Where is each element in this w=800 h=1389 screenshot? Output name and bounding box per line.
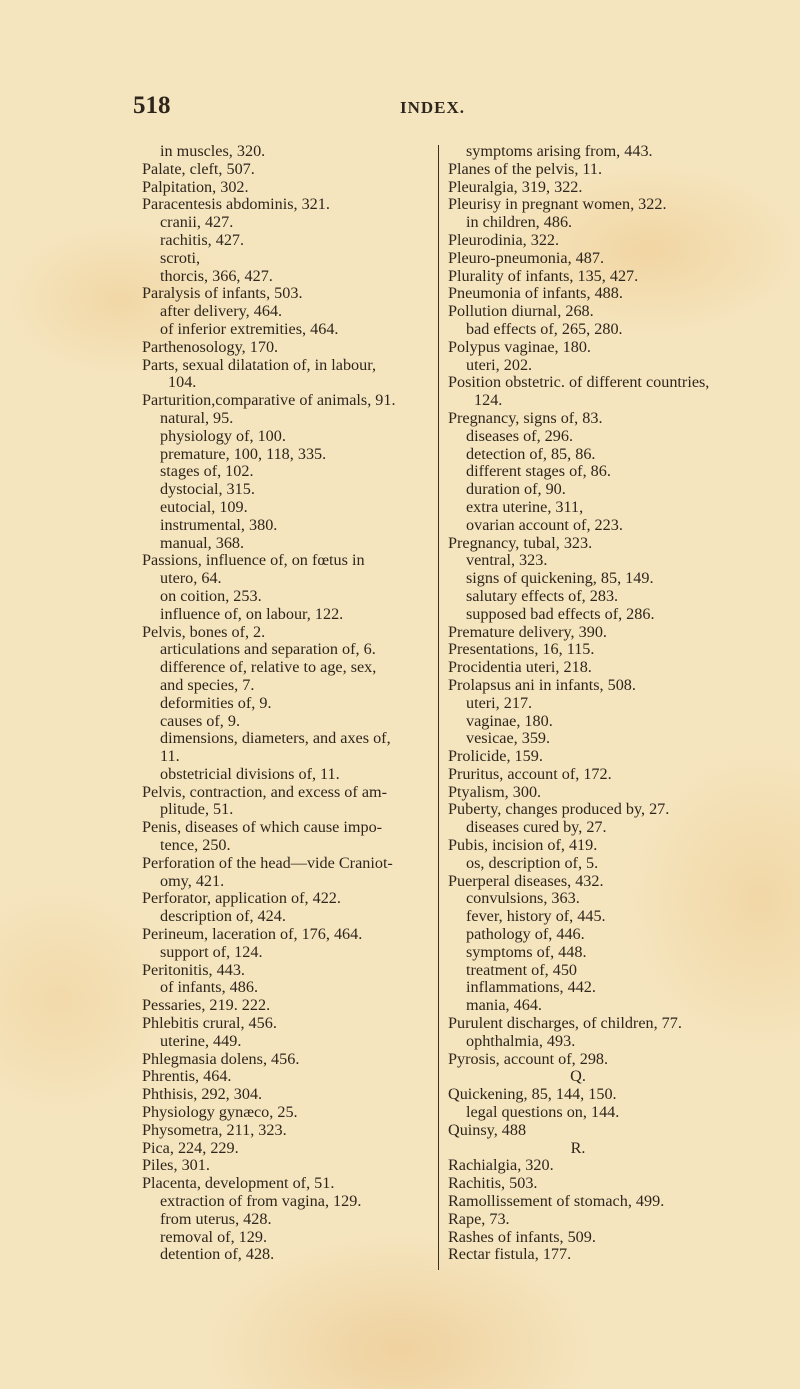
index-letter-heading: R. xyxy=(570,1138,586,1157)
index-entry: Palpitation, 302. xyxy=(142,177,249,196)
index-entry: Palate, cleft, 507. xyxy=(142,159,255,178)
index-entry: Ramollissement of stomach, 499. xyxy=(448,1192,665,1211)
index-subentry: dystocial, 315. xyxy=(160,480,255,499)
index-entry: Physometra, 211, 323. xyxy=(142,1120,287,1139)
index-subentry: symptoms of, 448. xyxy=(466,942,587,961)
index-subentry: uteri, 202. xyxy=(466,355,533,374)
index-subentry: vesicae, 359. xyxy=(466,729,551,748)
index-entry: Perforation of the head—vide Craniot- xyxy=(142,853,393,872)
index-entry: Purulent discharges, of children, 77. xyxy=(448,1014,682,1033)
index-entry: Parthenosology, 170. xyxy=(142,337,279,356)
index-subentry: rachitis, 427. xyxy=(160,230,245,249)
index-subentry: diseases of, 296. xyxy=(466,426,573,445)
index-entry: Passions, influence of, on fœtus in xyxy=(142,551,365,570)
index-entry: Polypus vaginae, 180. xyxy=(448,337,591,356)
index-subentry: after delivery, 464. xyxy=(160,302,283,321)
index-subentry: influence of, on labour, 122. xyxy=(160,604,344,623)
index-entry: Presentations, 16, 115. xyxy=(448,640,595,659)
index-subentry: vaginae, 180. xyxy=(466,711,553,730)
index-entry: Pyrosis, account of, 298. xyxy=(448,1049,609,1068)
index-subentry: uterine, 449. xyxy=(160,1031,242,1050)
index-entry: Placenta, development of, 51. xyxy=(142,1174,335,1193)
index-entry: Puerperal diseases, 432. xyxy=(448,871,604,890)
index-subentry: in muscles, 320. xyxy=(160,142,266,160)
index-subentry: detection of, 85, 86. xyxy=(466,444,596,463)
index-subentry: omy, 421. xyxy=(160,871,225,890)
index-subentry: obstetricial divisions of, 11. xyxy=(160,764,340,783)
index-entry: Rachialgia, 320. xyxy=(448,1156,554,1175)
page-number: 518 xyxy=(133,92,171,119)
index-subentry: extraction of from vagina, 129. xyxy=(160,1192,362,1211)
index-subentry: of infants, 486. xyxy=(160,978,259,997)
index-entry: Pelvis, contraction, and excess of am- xyxy=(142,782,387,801)
index-subentry: support of, 124. xyxy=(160,942,263,961)
index-entry: Rape, 73. xyxy=(448,1209,510,1228)
index-entry: Penis, diseases of which cause impo- xyxy=(142,818,383,837)
index-entry: Pregnancy, tubal, 323. xyxy=(448,533,593,552)
index-entry: Position obstetric. of different countries, xyxy=(448,373,710,392)
index-subentry: convulsions, 363. xyxy=(466,889,580,908)
index-entry: Ptyalism, 300. xyxy=(448,782,542,801)
index-entry: Phthisis, 292, 304. xyxy=(142,1085,263,1104)
running-title: INDEX. xyxy=(400,98,466,117)
index-entry: Perineum, laceration of, 176, 464. xyxy=(142,925,363,944)
index-subentry: instrumental, 380. xyxy=(160,515,278,534)
index-subentry: removal of, 129. xyxy=(160,1227,267,1246)
index-entry: Phlebitis crural, 456. xyxy=(142,1014,277,1033)
index-entry: Piles, 301. xyxy=(142,1156,210,1175)
index-subentry: ovarian account of, 223. xyxy=(466,515,623,534)
index-entry: Pleurisy in pregnant women, 322. xyxy=(448,195,667,214)
index-entry: Pica, 224, 229. xyxy=(142,1138,239,1157)
index-subentry: of inferior extremities, 464. xyxy=(160,319,339,338)
index-letter-heading: Q. xyxy=(570,1067,586,1086)
index-entry: Phrentis, 464. xyxy=(142,1067,232,1086)
index-subentry: pathology of, 446. xyxy=(466,925,585,944)
index-subentry: legal questions on, 144. xyxy=(466,1103,620,1122)
index-subentry: inflammations, 442. xyxy=(466,978,596,997)
index-entry: Quickening, 85, 144, 150. xyxy=(448,1085,617,1104)
index-entry: Rashes of infants, 509. xyxy=(448,1227,596,1246)
index-entry: Pruritus, account of, 172. xyxy=(448,764,612,783)
index-entry: Planes of the pelvis, 11. xyxy=(448,159,603,178)
index-subentry: ophthalmia, 493. xyxy=(466,1031,576,1050)
index-entry: Pleuralgia, 319, 322. xyxy=(448,177,583,196)
index-entry: Paracentesis abdominis, 321. xyxy=(142,195,330,214)
index-subentry: mania, 464. xyxy=(466,996,542,1015)
index-subentry: stages of, 102. xyxy=(160,462,254,481)
index-subentry: signs of quickening, 85, 149. xyxy=(466,569,654,588)
index-entry: Pelvis, bones of, 2. xyxy=(142,622,266,641)
index-subentry: articulations and separation of, 6. xyxy=(160,640,376,659)
index-subentry: different stages of, 86. xyxy=(466,462,611,481)
index-subentry: natural, 95. xyxy=(160,408,234,427)
index-subentry: os, description of, 5. xyxy=(466,853,599,872)
index-entry: Pollution diurnal, 268. xyxy=(448,302,594,321)
page-header xyxy=(0,92,800,122)
index-column-right xyxy=(448,143,748,1264)
index-entry: Physiology gynæco, 25. xyxy=(142,1103,298,1122)
index-entry: Peritonitis, 443. xyxy=(142,960,245,979)
index-subentry: fever, history of, 445. xyxy=(466,907,606,926)
index-subentry: on coition, 253. xyxy=(160,586,262,605)
index-entry: Pregnancy, signs of, 83. xyxy=(448,408,603,427)
column-divider xyxy=(438,145,439,1270)
index-entry: Rectar fistula, 177. xyxy=(448,1245,572,1264)
index-subentry: extra uterine, 311, xyxy=(466,497,584,516)
index-subentry: eutocial, 109. xyxy=(160,497,248,516)
index-subentry: description of, 424. xyxy=(160,907,286,926)
index-subentry: premature, 100, 118, 335. xyxy=(160,444,327,463)
index-subentry: causes of, 9. xyxy=(160,711,241,730)
index-entry: Parts, sexual dilatation of, in labour, xyxy=(142,355,377,374)
index-entry: Prolicide, 159. xyxy=(448,747,543,766)
index-subentry: and species, 7. xyxy=(160,675,255,694)
index-entry: Perforator, application of, 422. xyxy=(142,889,341,908)
index-subentry: in children, 486. xyxy=(466,213,573,232)
index-subentry: bad effects of, 265, 280. xyxy=(466,319,623,338)
index-subentry: tence, 250. xyxy=(160,836,231,855)
index-subentry: duration of, 90. xyxy=(466,480,566,499)
index-subentry: treatment of, 450 xyxy=(466,960,578,979)
index-entry: Prolapsus ani in infants, 508. xyxy=(448,675,636,694)
index-entry: Pleuro-pneumonia, 487. xyxy=(448,248,605,267)
index-subentry: salutary effects of, 283. xyxy=(466,586,619,605)
index-subentry: symptoms arising from, 443. xyxy=(466,142,653,160)
index-subentry: supposed bad effects of, 286. xyxy=(466,604,655,623)
index-subentry: deformities of, 9. xyxy=(160,693,272,712)
index-subentry: uteri, 217. xyxy=(466,693,533,712)
index-entry: Puberty, changes produced by, 27. xyxy=(448,800,670,819)
index-entry: Rachitis, 503. xyxy=(448,1174,538,1193)
index-subentry: scroti, xyxy=(160,248,201,267)
index-subentry: dimensions, diameters, and axes of, xyxy=(160,729,391,748)
index-subentry: utero, 64. xyxy=(160,569,222,588)
index-subentry: thorcis, 366, 427. xyxy=(160,266,273,285)
index-entry: Pleurodinia, 322. xyxy=(448,230,560,249)
index-subentry: plitude, 51. xyxy=(160,800,234,819)
index-entry: Premature delivery, 390. xyxy=(448,622,607,641)
index-entry: Phlegmasia dolens, 456. xyxy=(142,1049,300,1068)
index-entry: Pneumonia of infants, 488. xyxy=(448,284,623,303)
index-subentry: diseases cured by, 27. xyxy=(466,818,607,837)
index-entry: Procidentia uteri, 218. xyxy=(448,658,592,677)
index-entry: Quinsy, 488 xyxy=(448,1120,527,1139)
index-entry: Pubis, incision of, 419. xyxy=(448,836,598,855)
index-subentry: cranii, 427. xyxy=(160,213,234,232)
index-subentry: physiology of, 100. xyxy=(160,426,286,445)
index-subentry: difference of, relative to age, sex, xyxy=(160,658,377,677)
index-subentry: 124. xyxy=(474,391,503,410)
index-entry: Pessaries, 219. 222. xyxy=(142,996,271,1015)
index-entry: Paralysis of infants, 503. xyxy=(142,284,303,303)
index-subentry: manual, 368. xyxy=(160,533,245,552)
index-subentry: from uterus, 428. xyxy=(160,1209,272,1228)
index-entry: Plurality of infants, 135, 427. xyxy=(448,266,639,285)
index-subentry: 11. xyxy=(160,747,180,766)
index-column-left xyxy=(142,143,432,1264)
index-entry: Parturition,comparative of animals, 91. xyxy=(142,391,396,410)
index-subentry: detention of, 428. xyxy=(160,1245,275,1264)
index-subentry: ventral, 323. xyxy=(466,551,548,570)
index-subentry: 104. xyxy=(168,373,197,392)
